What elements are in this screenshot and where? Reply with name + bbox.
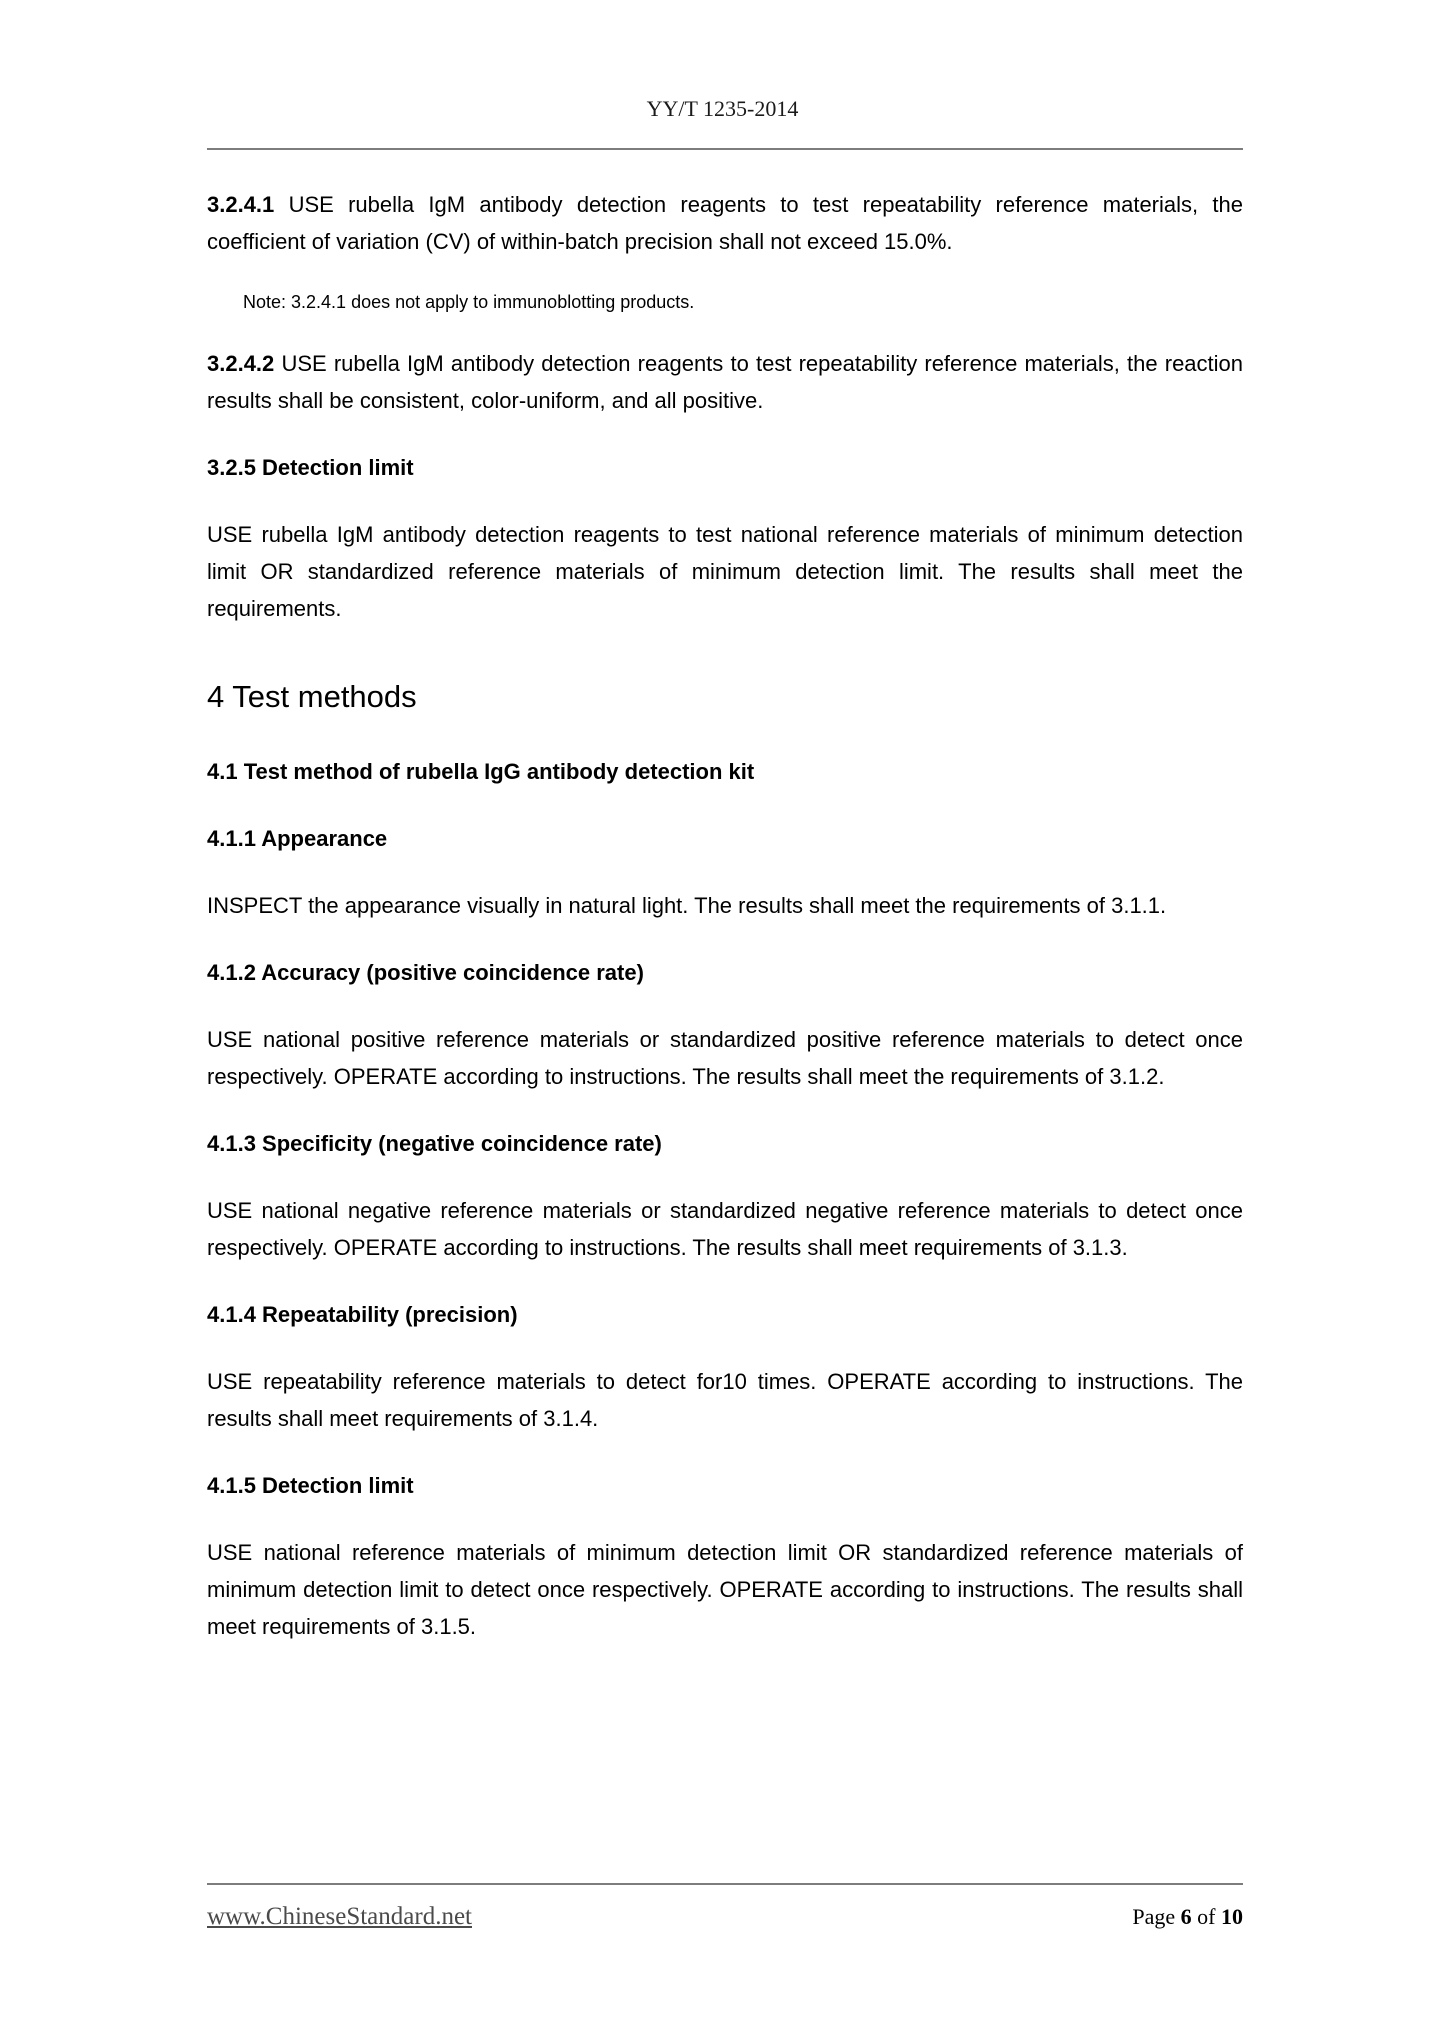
- heading-4-1-4: 4.1.4 Repeatability (precision): [207, 1302, 518, 1327]
- clause-text: USE rubella IgM antibody detection reagents to test repeatability reference materials, the reaction results shall be consistent, color-uniform, and all positive.: [207, 351, 1244, 413]
- page-total: 10: [1221, 1904, 1243, 1929]
- page-word: Page: [1132, 1904, 1181, 1929]
- paragraph-4-1-2: USE national positive reference materials or standardized positive reference materials to detect once respectively. OPERATE according to instructions. The results shall meet the requirements of 3.1.2.: [207, 1027, 1243, 1089]
- paragraph-4-1-5: USE national reference materials of minimum detection limit OR standardized reference materials of minimum detection limit to detect once respectively. OPERATE according to instructions. The results shall meet requirements of 3.1.5.: [207, 1540, 1243, 1639]
- footer-rule: [207, 1883, 1243, 1885]
- heading-4-1-3: 4.1.3 Specificity (negative coincidence rate): [207, 1131, 662, 1156]
- clause-3-2-4-2-paragraph: [207, 345, 1243, 419]
- heading-4-1: 4.1 Test method of rubella IgG antibody detection kit: [207, 759, 755, 784]
- clause-3-2-4-1-paragraph: [207, 186, 1243, 260]
- paragraph-3-2-5: USE rubella IgM antibody detection reagents to test national reference materials of minimum detection limit OR standardized reference materials of minimum detection limit. The results shall meet the requirements.: [207, 522, 1243, 621]
- page-current: 6: [1180, 1904, 1192, 1929]
- heading-4-1-5: 4.1.5 Detection limit: [207, 1473, 414, 1498]
- heading-4-1-2: 4.1.2 Accuracy (positive coincidence rate): [207, 960, 644, 985]
- footer-site-link[interactable]: www.ChineseStandard.net: [207, 1903, 472, 1930]
- clause-text: USE rubella IgM antibody detection reagents to test repeatability reference materials, the coefficient of variation (CV) of within-batch precision shall not exceed 15.0%.: [207, 192, 1243, 254]
- page-header: [0, 0, 1445, 122]
- of-word: of: [1191, 1904, 1221, 1929]
- paragraph-4-1-3: USE national negative reference materials or standardized negative reference materials to detect once respectively. OPERATE according to instructions. The results shall meet requirements of 3.1.3.: [207, 1198, 1243, 1260]
- clause-number: 3.2.4.1: [207, 192, 289, 217]
- heading-3-2-5: 3.2.5 Detection limit: [207, 455, 414, 480]
- document-body: [207, 186, 1243, 1645]
- footer-row: [207, 1903, 1243, 1931]
- doc-number: YY/T 1235-2014: [646, 96, 799, 121]
- heading-4-1-1: 4.1.1 Appearance: [207, 826, 388, 851]
- page-footer: [207, 1883, 1243, 1931]
- chapter-4-heading: 4 Test methods: [207, 679, 417, 714]
- paragraph-4-1-4: USE repeatability reference materials to detect for10 times. OPERATE according to instructions. The results shall meet requirements of 3.1.4.: [207, 1369, 1243, 1431]
- paragraph-4-1-1: INSPECT the appearance visually in natural light. The results shall meet the requirements of 3.1.1.: [207, 893, 1167, 918]
- clause-number: 3.2.4.2: [207, 351, 282, 376]
- header-rule: [207, 148, 1243, 150]
- note-3-2-4-1: Note: 3.2.4.1 does not apply to immunoblotting products.: [243, 292, 695, 312]
- page-indicator: [1132, 1904, 1243, 1930]
